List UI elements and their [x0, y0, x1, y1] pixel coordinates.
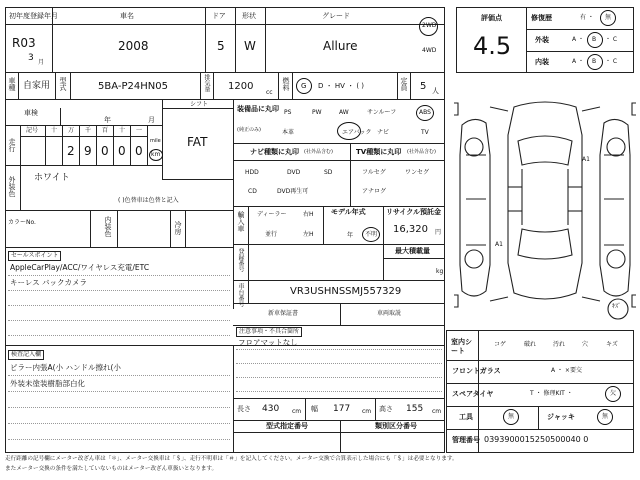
- equip-leather: 本革: [282, 129, 295, 136]
- navi-dvd-play: DVD再生可: [277, 188, 309, 195]
- equipment-sub: (純正のみ): [237, 127, 261, 133]
- mileage-digit: 0: [118, 144, 126, 158]
- ruled-line: [8, 391, 230, 392]
- tools-label: 工具: [459, 413, 473, 421]
- model-label: 型式: [59, 77, 67, 91]
- exterior-note: ( )色替車は色替と記入: [118, 197, 179, 204]
- equip-aw: AW: [339, 109, 349, 116]
- int-label: 内装: [535, 58, 549, 66]
- first-reg-month: 3: [28, 53, 34, 63]
- seat-item: 破れ: [524, 341, 537, 348]
- int-a: A ・: [572, 58, 585, 65]
- mileage-col: 十: [119, 127, 126, 134]
- import-lh: 左H: [303, 231, 314, 238]
- rule: [5, 24, 445, 25]
- rule: [20, 136, 147, 137]
- ruled-line: [236, 349, 442, 350]
- rule: [323, 206, 324, 244]
- caution-line1: フロアマットなし: [238, 338, 298, 347]
- rule: [410, 72, 411, 99]
- equip-abs: ABS: [419, 109, 431, 116]
- ext-c: ・ C: [605, 36, 618, 43]
- shape-value: W: [244, 39, 256, 53]
- ruled-line: [8, 407, 230, 408]
- ruled-line: [8, 335, 230, 336]
- rule: [55, 72, 56, 99]
- rule: [233, 99, 234, 309]
- inspection-month: 月: [148, 116, 155, 124]
- type-designation-label: 型式指定番号: [266, 422, 308, 430]
- mileage-col: 十: [51, 127, 58, 134]
- car-damage-diagram: [452, 95, 638, 325]
- damage-kiz: ｷｽﾞ: [612, 303, 622, 310]
- rule: [45, 125, 46, 165]
- navi-cd: CD: [248, 188, 257, 195]
- inspector-tag: 検査記入欄: [8, 350, 44, 360]
- rule: [205, 7, 206, 72]
- seat-item: キズ: [606, 341, 618, 348]
- max-load-label: 最大積載量: [395, 247, 430, 255]
- rule: [5, 99, 445, 100]
- import-dealer: ディーラー: [257, 211, 287, 218]
- width-label: 幅: [311, 405, 318, 413]
- drive-2wd: 2WD: [422, 22, 437, 29]
- seat-item: コゲ: [494, 341, 507, 348]
- tv-sub: (社外品含む): [407, 149, 436, 155]
- import-rh: 右H: [303, 211, 314, 218]
- rule: [446, 429, 634, 430]
- rule: [70, 72, 71, 99]
- equip-ps: PS: [284, 109, 292, 116]
- rule: [20, 125, 21, 165]
- equip-tv: TV: [421, 129, 429, 136]
- rule: [278, 72, 279, 99]
- model-year-unknown: 不明: [365, 231, 378, 238]
- rule: [5, 247, 233, 248]
- rule: [170, 210, 171, 247]
- rule: [446, 383, 634, 384]
- rule: [397, 72, 398, 99]
- chassis-label: 車台番号: [237, 283, 244, 307]
- glass-items: A ・ ×要交: [551, 367, 582, 374]
- mgmt-number: 0393900015250500040 0: [484, 435, 589, 444]
- ruled-line: [8, 320, 230, 321]
- spare-missing: 欠: [610, 390, 617, 397]
- rule: [185, 210, 186, 247]
- jack-none: 無: [602, 413, 609, 420]
- rule: [446, 360, 634, 361]
- rule: [162, 179, 233, 180]
- tv-fullseg: フルセグ: [362, 169, 386, 176]
- rule: [265, 7, 266, 72]
- rule: [117, 210, 118, 247]
- rule: [526, 51, 634, 52]
- displacement-value: 1200: [228, 81, 254, 92]
- rule: [233, 244, 445, 245]
- rule: [248, 280, 249, 303]
- score-label: 評価点: [481, 14, 502, 22]
- warranty-doc: 新車保証書: [268, 310, 299, 317]
- ruled-line: [8, 305, 230, 306]
- mileage-col: 一: [136, 127, 143, 134]
- navi-hdd: HDD: [245, 169, 259, 176]
- damage-a1-bottom: A1: [495, 241, 503, 248]
- rule: [5, 345, 445, 346]
- ruled-line: [8, 275, 230, 276]
- use-value: 自家用: [23, 81, 51, 91]
- ruled-line: [8, 375, 230, 376]
- reg-no-label: 登録番号: [237, 248, 244, 272]
- tv-oneseg: ワンセグ: [405, 169, 430, 176]
- rule: [162, 99, 163, 179]
- ruled-line: [236, 377, 442, 378]
- mileage-digit: 2: [67, 144, 75, 158]
- navi-dvd: DVD: [287, 169, 301, 176]
- rule: [233, 303, 445, 304]
- height-unit: cm: [432, 408, 442, 415]
- rule: [383, 206, 384, 244]
- doors-value: 5: [217, 39, 225, 53]
- kg-unit: kg: [436, 268, 444, 275]
- displacement-label: 排気量: [203, 74, 210, 92]
- int-b: B: [592, 58, 597, 65]
- length-label: 長さ: [237, 405, 251, 413]
- mileage-col: 千: [85, 127, 92, 134]
- exterior-label: 外装色: [8, 176, 16, 197]
- import-label: 輸入車: [237, 211, 245, 232]
- sales-point-line2: キーレス バックカメラ: [10, 278, 88, 287]
- rule: [60, 108, 61, 125]
- rule: [5, 210, 233, 211]
- car-name-label: 車名: [120, 12, 134, 20]
- rule: [526, 29, 634, 30]
- first-reg-label: 初年度登録年月: [9, 12, 58, 20]
- mileage-digit: 9: [84, 144, 92, 158]
- rule: [526, 7, 527, 73]
- mgmt-label: 管理番号: [452, 436, 480, 444]
- rule: [18, 72, 19, 99]
- manual-doc: 車両取説: [377, 310, 402, 317]
- rule: [5, 125, 162, 126]
- rule: [96, 125, 97, 165]
- rule: [340, 420, 341, 453]
- rule: [200, 72, 201, 99]
- footer-note-2: またメーター交換の条件を満たしていないものはメーター改ざん車扱いとなります。: [5, 466, 218, 472]
- kind-label: 車種: [8, 77, 16, 91]
- drive-4wd: 4WD: [422, 47, 437, 54]
- fuel-label: 燃料: [282, 77, 290, 91]
- capacity-value: 5: [420, 81, 427, 92]
- rule: [383, 244, 384, 280]
- exterior-color: ホワイト: [34, 173, 70, 183]
- navi-label: ナビ種類に丸印: [250, 148, 299, 156]
- inspector-line2: 外装未塗装樹脂部白化: [10, 379, 85, 388]
- caution-tag: 注意事項・不具合箇所: [236, 327, 302, 337]
- ruled-line: [236, 363, 442, 364]
- grade-value: Allure: [323, 39, 358, 53]
- tv-analog: アナログ: [362, 188, 387, 195]
- length-value: 430: [262, 404, 280, 414]
- fuel-rest: D ・ HV ・ ( ): [318, 82, 365, 90]
- sales-point-tag: セールスポイント: [8, 251, 61, 261]
- rule: [248, 206, 249, 244]
- shift-label: シフト: [190, 101, 209, 108]
- import-parallel: 並行: [265, 231, 278, 238]
- footer-note-1: 走行距離の記号欄にメーター改ざん車は「＊」、メーター交換車は「＄」、走行不明車は「＃」を記入してください。メーター交換で合算表示した場合にも「＄」は必要となります。: [5, 456, 458, 462]
- rule: [79, 125, 80, 165]
- mileage-digit: 0: [101, 144, 109, 158]
- rule: [162, 108, 233, 109]
- rule: [147, 125, 148, 165]
- interior-color-label: 内装色: [104, 216, 112, 237]
- chassis-value: VR3USHNSSMJ557329: [290, 286, 402, 297]
- rule: [20, 165, 21, 210]
- score-value: 4.5: [473, 32, 512, 60]
- ruled-line: [8, 439, 230, 440]
- repair-label: 修復歴: [531, 14, 552, 22]
- rule: [248, 244, 249, 280]
- rule: [90, 210, 91, 247]
- ruled-line: [236, 391, 442, 392]
- equip-navi: ナビ: [377, 129, 390, 136]
- cc-unit: cc: [266, 89, 273, 96]
- rule: [292, 72, 293, 99]
- inspector-line1: ピラー内張A(小 ハンドル擦れ(小: [10, 363, 121, 372]
- shape-label: 形状: [242, 12, 256, 20]
- recycle-amount: 16,320: [393, 224, 428, 235]
- model-year-label: モデル年式: [331, 208, 366, 216]
- navi-sd: SD: [324, 169, 333, 176]
- ext-b: B: [592, 36, 597, 43]
- rule: [233, 345, 234, 453]
- repair-options: 有 ・: [580, 14, 594, 21]
- rule: [233, 398, 445, 399]
- recycle-label: リサイクル預託金: [386, 208, 442, 216]
- equip-sunroof: サンルーフ: [367, 109, 397, 116]
- model-year-unit: 年: [347, 232, 354, 239]
- rule: [538, 406, 539, 429]
- rule: [233, 280, 445, 281]
- ext-label: 外装: [535, 36, 549, 44]
- rule: [130, 125, 131, 165]
- glass-label: フロントガラス: [452, 367, 501, 375]
- rule: [5, 165, 162, 166]
- height-label: 高さ: [379, 405, 393, 413]
- navi-sub: (社外品含む): [304, 149, 333, 155]
- rule: [233, 432, 445, 433]
- rule: [233, 143, 445, 144]
- rule: [350, 143, 351, 206]
- ruled-line: [8, 290, 230, 291]
- grade-label: グレード: [322, 12, 350, 20]
- rule: [446, 406, 634, 407]
- mileage-col: 万: [68, 127, 75, 134]
- person-unit: 人: [432, 87, 439, 95]
- inspection-label: 車検: [24, 109, 38, 117]
- int-c: ・ C: [605, 58, 618, 65]
- mileage-col-sign: 記号: [26, 127, 39, 134]
- spare-items: T ・ 修理KIT ・: [530, 390, 573, 397]
- ext-a: A ・: [572, 36, 585, 43]
- rule: [340, 303, 341, 325]
- color-no-label: カラーNo.: [8, 219, 36, 226]
- equip-airbag: エアバック: [342, 129, 372, 136]
- length-unit: cm: [292, 408, 302, 415]
- rule: [235, 7, 236, 72]
- rule: [305, 398, 306, 420]
- rule: [233, 206, 445, 207]
- rule: [5, 72, 445, 73]
- first-reg-era: R03: [12, 36, 36, 50]
- mileage-digit: 0: [135, 144, 143, 158]
- repair-none: 無: [605, 14, 612, 21]
- mileage-col: 百: [102, 127, 109, 134]
- seat-item: 汚れ: [553, 341, 566, 348]
- mileage-label: 走行: [8, 138, 16, 152]
- spare-label: スペアタイヤ: [452, 390, 494, 398]
- shift-value: FAT: [187, 135, 208, 149]
- rule: [375, 398, 376, 420]
- door-label: ドア: [212, 12, 226, 20]
- month-unit: 月: [38, 59, 45, 66]
- damage-a1-top: A1: [582, 156, 590, 163]
- rule: [113, 125, 114, 165]
- rule: [233, 420, 445, 421]
- km-unit: km: [151, 151, 161, 158]
- seat-item: 穴: [582, 341, 589, 348]
- tv-label: TV種類に丸印: [356, 148, 402, 156]
- rule: [213, 72, 214, 99]
- fuel-g: G: [301, 82, 307, 90]
- class-number-label: 類別区分番号: [375, 422, 417, 430]
- equip-pw: PW: [312, 109, 322, 116]
- rule: [62, 125, 63, 165]
- car-name-value: 2008: [118, 39, 149, 53]
- width-unit: cm: [362, 408, 372, 415]
- rule: [233, 325, 445, 326]
- tools-none: 無: [508, 413, 515, 420]
- recycle-yen: 円: [435, 229, 442, 236]
- equipment-label: 装備品に丸印: [237, 105, 279, 113]
- jack-label: ジャッキ: [547, 413, 575, 421]
- width-value: 177: [333, 404, 351, 414]
- height-value: 155: [406, 404, 424, 414]
- capacity-label: 定員: [400, 77, 408, 91]
- mile-unit: mile: [150, 138, 161, 144]
- inspection-year: 年: [104, 116, 111, 124]
- sales-point-line1: AppleCarPlay/ACC/ワイヤレス充電/ETC: [10, 263, 150, 272]
- rule: [383, 258, 445, 259]
- model-value: 5BA-P24HN05: [98, 81, 168, 92]
- cold-label: 冷房: [174, 221, 182, 235]
- ruled-line: [8, 423, 230, 424]
- seat-label: 室内シート: [451, 338, 472, 356]
- rule: [233, 160, 445, 161]
